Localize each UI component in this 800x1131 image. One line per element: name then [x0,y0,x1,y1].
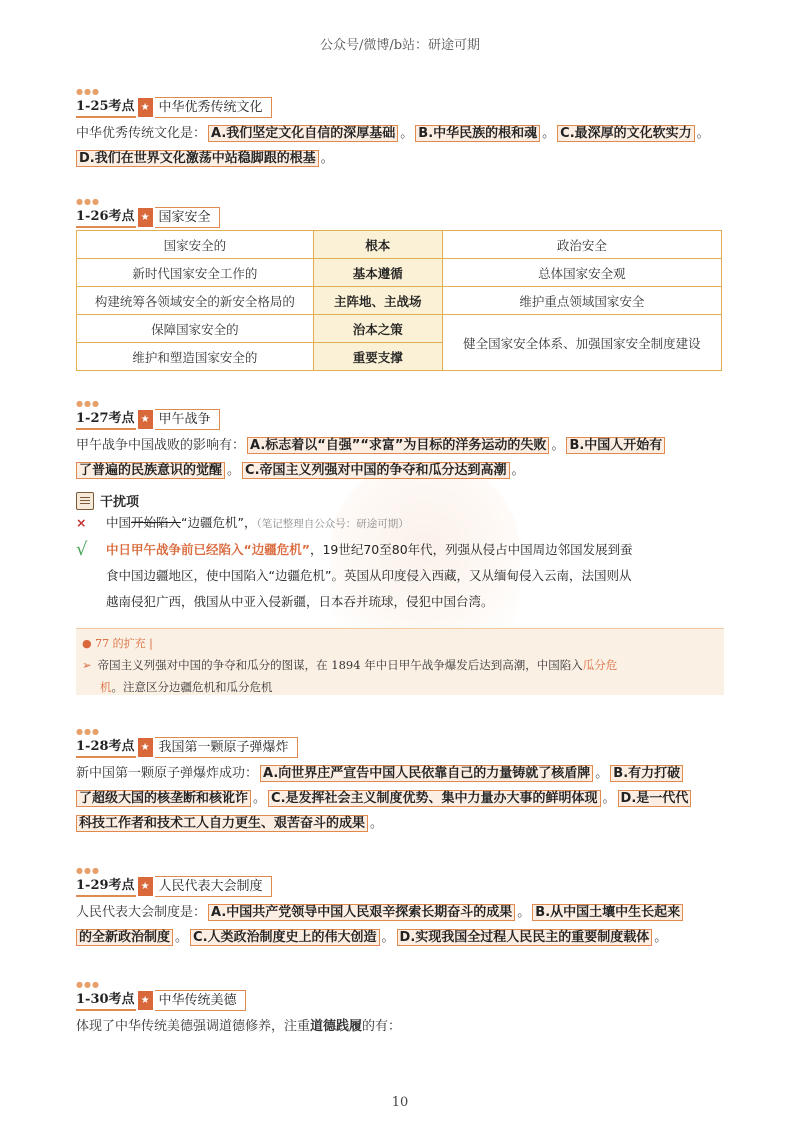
answer-b-cont: 的全新政治制度 [76,929,173,946]
lead-text: 体现了中华传统美德强调道德修养，注重 [76,1019,311,1034]
section-1-26 [76,197,726,228]
answer-a: A.中国共产党领导中国人民艰辛探索长期奋斗的成果 [208,904,515,921]
section-body: 甲午战争中国战败的影响有： A.标志着以“自强”“求富”为目标的洋务运动的失败 。 B.中国人开始有 了普遍的民族意识的觉醒 。 C.帝国主义列强对中国的争夺和瓜分达到高潮 。 [76,433,726,483]
explanation-line-3: 越南侵犯广西，俄国从中亚入侵新疆，日本吞并琉球，侵犯中国台湾。 [106,594,494,609]
star-icon: ★ [138,738,153,757]
answer-b-cont: 了超级大国的核垄断和核讹诈 [76,790,251,807]
extension-line-2: 。注意区分边疆危机和瓜分危机 [111,680,273,694]
answer-a: A.向世界庄严宣告中国人民依靠自己的力量铸就了核盾牌 [260,765,593,782]
section-title: 中华传统美德 [155,990,246,1011]
answer-d: D.我们在世界文化激荡中站稳脚跟的根基 [76,150,319,167]
section-header [76,97,726,118]
answer-c: C.是发挥社会主义制度优势、集中力量办大事的鲜明体现 [268,790,600,807]
cross-icon: × [76,515,87,530]
table-row [77,231,722,259]
section-id: 1-29考点 [76,876,136,897]
section-1-29 [76,866,726,950]
extension-line-1: 帝国主义列强对中国的争夺和瓜分的图谋，在 1894 年中日甲午战争爆发后达到高潮，中国陷入 [97,658,583,672]
extension-title [82,635,153,651]
table-cell-key: 根本 [313,231,442,259]
table-cell-key: 主阵地、主战场 [313,287,442,315]
section-body: 新中国第一颗原子弹爆炸成功： A.向世界庄严宣告中国人民依靠自己的力量铸就了核盾牌 。 B.有力打破 了超级大国的核垄断和核讹诈 。 C.是发挥社会主义制度优势、集中力量办大事的鲜明体现 。 D.是一代代 科技工作者和技术工人自力更生、艰苦奋斗的成果 。 [76,761,726,836]
table-cell: 健全国家安全体系、加强国家安全制度建设 [442,315,721,371]
table-cell: 政治安全 [442,231,721,259]
section-title: 甲午战争 [155,409,220,430]
answer-b: B.中华民族的根和魂 [415,125,540,142]
table-row [77,259,722,287]
decor-dots: ●●● [76,399,100,408]
section-id: 1-26考点 [76,207,136,228]
wrong-option-row [76,510,726,537]
section-header [76,737,726,758]
section-1-30 [76,980,726,1039]
answer-a: A.标志着以“自强”“求富”为目标的洋务运动的失败 [247,437,549,454]
section-1-27 [76,399,726,615]
answer-b-cont: 了普遍的民族意识的觉醒 [76,462,225,479]
answer-d: D.是一代代 [618,790,692,807]
arrow-icon: ➢ [82,658,92,672]
answer-c: C.人类政治制度史上的伟大创造 [190,929,379,946]
bold-keyword: 道德践履 [310,1019,363,1034]
star-icon: ★ [138,98,153,117]
section-1-28 [76,727,726,836]
table-cell-key: 基本遵循 [313,259,442,287]
bulb-icon: ● [82,637,92,650]
section-id: 1-25考点 [76,97,136,118]
table-cell: 国家安全的 [77,231,314,259]
explanation-line-2: 食中国边疆地区，使中国陷入“边疆危机”。英国从印度侵入西藏，又从缅甸侵入云南，法国则从 [106,568,632,583]
extension-text [82,654,716,698]
extension-note-box [76,628,724,695]
section-body: 人民代表大会制度是： A.中国共产党领导中国人民艰辛探索长期奋斗的成果 。 B.从中国土壤中生长起来 的全新政治制度 。 C.人类政治制度史上的伟大创造 。 D.实现我国全过程人民民主的重要制度载体 。 [76,900,726,950]
section-body [76,1014,726,1039]
explanation-line-1: ，19世纪70至80年代，列强从侵占中国周边邻国发展到蚕 [309,542,633,557]
interference-header [76,491,726,510]
section-id: 1-30考点 [76,990,136,1011]
table-row [77,315,722,343]
answer-a: A.我们坚定文化自信的深厚基础 [208,125,398,142]
table-cell: 新时代国家安全工作的 [77,259,314,287]
national-security-table [76,230,722,371]
decor-dots: ●●● [76,727,100,736]
section-id: 1-28考点 [76,737,136,758]
answer-b: B.有力打破 [610,765,683,782]
page-number: 10 [391,1095,409,1110]
section-header [76,876,726,897]
lead-text: 人民代表大会制度是： [76,905,207,920]
answer-d-cont: 科技工作者和技术工人自力更生、艰苦奋斗的成果 [76,815,368,832]
struck-text: 开始陷入 [131,515,182,530]
lead-text: 中华优秀传统文化是： [76,126,207,141]
correct-explanation-row [76,537,726,615]
source-note: （笔记整理自公众号：研途可期） [256,518,409,530]
extension-title-text: 77 的扩充 | [95,637,153,650]
lead-text: 甲午战争中国战败的影响有： [76,438,246,453]
answer-c: C.帝国主义列强对中国的争夺和瓜分达到高潮 [242,462,509,479]
table-cell: 总体国家安全观 [442,259,721,287]
extension-accent-2: 机 [100,680,112,694]
decor-dots: ●●● [76,866,100,875]
interference-title: 干扰项 [100,495,140,510]
section-header [76,990,726,1011]
decor-dots: ●●● [76,980,100,989]
answer-b: B.从中国土壤中生长起来 [532,904,683,921]
star-icon: ★ [138,208,153,227]
decor-dots: ●●● [76,197,100,206]
decor-dots: ●●● [76,87,100,96]
table-cell: 维护重点领域国家安全 [442,287,721,315]
star-icon: ★ [138,991,153,1010]
section-header [76,207,726,228]
section-title: 中华优秀传统文化 [155,97,272,118]
correct-lead: 中日甲午战争前已经陷入“边疆危机” [106,542,310,557]
answer-c: C.最深厚的文化软实力 [557,125,694,142]
tail-text: 的有： [362,1019,402,1034]
answer-d: D.实现我国全过程人民民主的重要制度载体 [397,929,653,946]
table-cell: 维护和塑造国家安全的 [77,343,314,371]
page-header: 公众号/微博/b站：研途可期 [319,38,481,53]
section-body: 中华优秀传统文化是： A.我们坚定文化自信的深厚基础 。 B.中华民族的根和魂 。 C.最深厚的文化软实力 。 D.我们在世界文化激荡中站稳脚跟的根基 。 [76,126,710,166]
section-header [76,409,726,430]
section-1-25 [76,87,726,171]
section-id: 1-27考点 [76,409,136,430]
star-icon: ★ [138,877,153,896]
wrong-option-text [106,510,409,537]
wrong-suffix: “边疆危机”， [181,515,257,530]
check-icon: √ [76,539,88,560]
table-cell-key: 重要支撑 [313,343,442,371]
correct-explanation-text [106,537,633,615]
answer-b: B.中国人开始有 [566,437,665,454]
table-cell: 保障国家安全的 [77,315,314,343]
star-icon: ★ [138,410,153,429]
section-title: 国家安全 [155,207,220,228]
wrong-prefix: 中国 [106,515,132,530]
interference-block [76,491,726,615]
table-cell: 构建统筹各领域安全的新安全格局的 [77,287,314,315]
section-title: 我国第一颗原子弹爆炸 [155,737,298,758]
table-row [77,287,722,315]
notepad-icon [76,492,94,510]
extension-accent-1: 瓜分危 [582,658,618,672]
section-title: 人民代表大会制度 [155,876,272,897]
lead-text: 新中国第一颗原子弹爆炸成功： [76,766,259,781]
table-cell-key: 治本之策 [313,315,442,343]
